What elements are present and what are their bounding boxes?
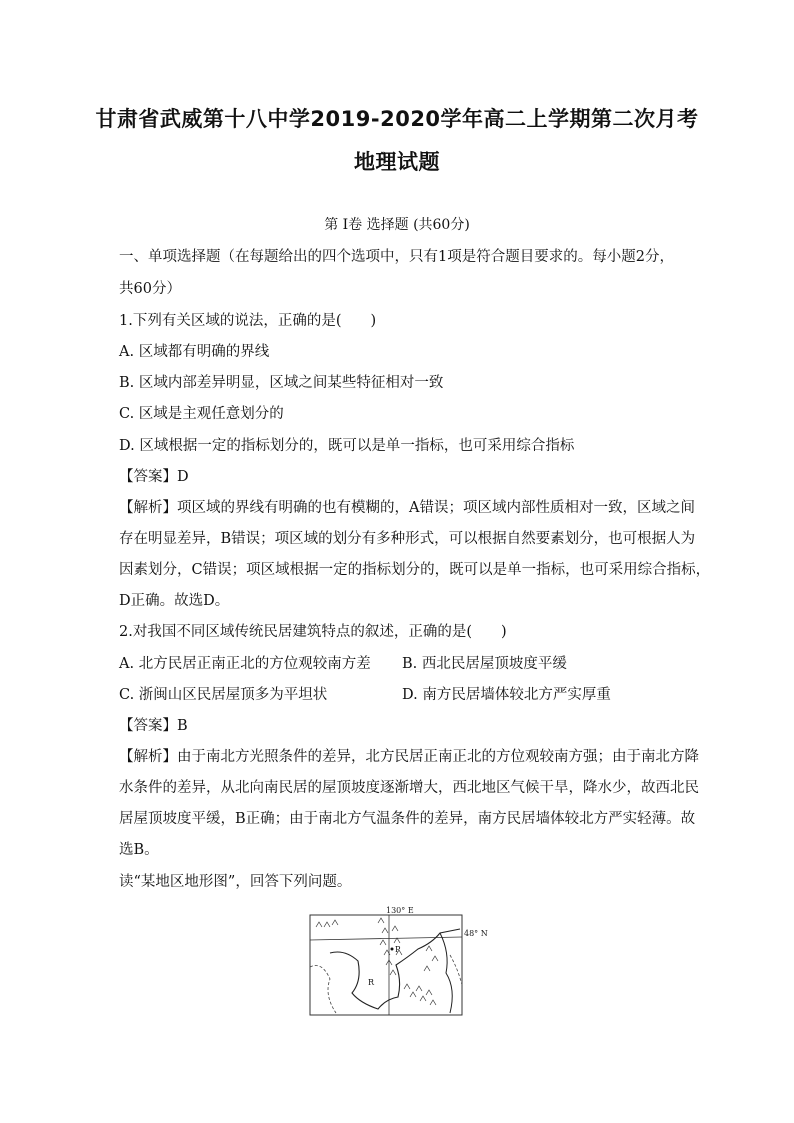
latitude-label: 48° N: [464, 929, 488, 938]
point-r-label: R: [368, 978, 375, 987]
point-p-marker: [391, 948, 394, 951]
map-intro: 读“某地区地形图”，回答下列问题。: [119, 874, 352, 890]
terrain-map: [300, 905, 500, 1017]
question-2-stem: 2.对我国不同区域传统民居建筑特点的叙述，正确的是( ): [119, 624, 507, 640]
question-2-option-a: A. 北方民居正南正北的方位观较南方差: [119, 656, 371, 672]
question-1-option-b: B. 区域内部差异明显，区域之间某些特征相对一致: [119, 375, 444, 391]
question-2-option-b: B. 西北民居屋顶坡度平缓: [402, 656, 567, 672]
question-1-stem: 1.下列有关区域的说法，正确的是( ): [119, 313, 377, 329]
longitude-label: 130° E: [386, 906, 414, 915]
question-1-option-a: A. 区域都有明确的界线: [119, 344, 270, 360]
question-1-answer: 【答案】D: [119, 469, 189, 485]
question-2-analysis-line: 【解析】由于南北方光照条件的差异，北方民居正南正北的方位观较南方强；由于南北方降: [119, 749, 699, 765]
section-instruction-cont: 共60分）: [119, 281, 181, 297]
boundary-line: [450, 955, 462, 985]
document-title: 甘肃省武威第十八中学2019-2020学年高二上学期第二次月考: [95, 107, 699, 131]
mountain-symbols: [316, 918, 438, 1005]
question-2-analysis-line: 选B。: [119, 842, 159, 858]
question-1-option-c: C. 区域是主观任意划分的: [119, 406, 284, 422]
river-tributary: [440, 933, 452, 1013]
document-subtitle: 地理试题: [354, 150, 440, 174]
question-1-analysis-line: 存在明显差异，B错误；项区域的划分有多种形式，可以根据自然要素划分，也可根据人为: [119, 531, 696, 547]
question-2-option-d: D. 南方民居墙体较北方严实厚重: [402, 687, 611, 703]
question-1-analysis-line: 因素划分，C错误；项区域根据一定的指标划分的，既可以是单一指标，也可采用综合指标，: [119, 562, 711, 578]
boundary-line: [310, 966, 336, 1014]
question-2-analysis-line: 水条件的差异，从北向南民居的屋顶坡度逐渐增大，西北地区气候干旱，降水少，故西北民: [119, 780, 699, 796]
question-1-analysis-line: D正确。故选D。: [119, 593, 230, 609]
question-2-analysis-line: 居屋顶坡度平缓，B正确；由于南北方气温条件的差异，南方民居墙体较北方严实轻薄。故: [119, 811, 696, 827]
section-instruction: 一、单项选择题（在每题给出的四个选项中，只有1项是符合题目要求的。每小题2分，: [119, 249, 674, 265]
point-p-label: P: [395, 945, 401, 954]
question-1-analysis-line: 【解析】项区域的界线有明确的也有模糊的，A错误；项区域内部性质相对一致，区域之间: [119, 500, 695, 516]
question-1-option-d: D. 区域根据一定的指标划分的，既可以是单一指标，也可采用综合指标: [119, 438, 575, 454]
question-2-answer: 【答案】B: [119, 718, 188, 734]
latitude-line: [310, 937, 462, 940]
section-title: 第 Ⅰ卷 选择题 (共60分): [324, 217, 470, 233]
question-2-option-c: C. 浙闽山区民居屋顶多为平坦状: [119, 687, 328, 703]
